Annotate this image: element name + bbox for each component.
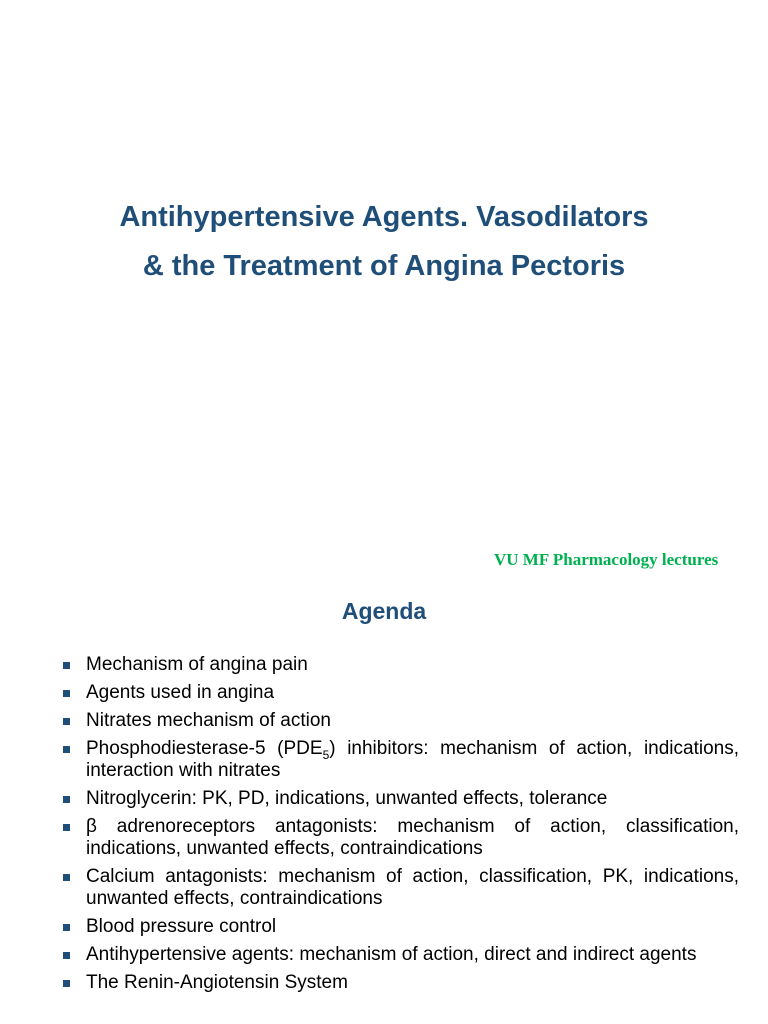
agenda-item (60, 944, 739, 966)
square-bullet-icon (63, 690, 70, 697)
agenda-item-text: Blood pressure control (86, 916, 277, 937)
agenda-item-text: Mechanism of angina pain (86, 654, 308, 675)
lecture-credit: VU MF Pharmacology lectures (494, 550, 719, 569)
agenda-item-text-post: ) inhibitors: mechanism of action, indications, interaction with nitrates (86, 738, 739, 781)
square-bullet-icon (63, 824, 70, 831)
agenda-item (60, 816, 739, 860)
square-bullet-icon (63, 924, 70, 931)
agenda-list (60, 654, 739, 1000)
square-bullet-icon (63, 746, 70, 753)
square-bullet-icon (63, 662, 70, 669)
agenda-item-text: Nitrates mechanism of action (86, 710, 331, 731)
agenda-item (60, 866, 739, 910)
agenda-item-text: Calcium antagonists: mechanism of action, classification, PK, indications, unwanted effects, contraindications (86, 866, 739, 909)
agenda-item (60, 788, 739, 810)
agenda-item (60, 654, 739, 676)
agenda-item-text: β adrenoreceptors antagonists: mechanism of action, classification, indications, unwanted effects, contraindications (86, 816, 739, 859)
square-bullet-icon (63, 952, 70, 959)
agenda-item-text: Antihypertensive agents: mechanism of action, direct and indirect agents (86, 944, 697, 965)
agenda-item (60, 682, 739, 704)
agenda-item (60, 916, 739, 938)
agenda-item-text: Agents used in angina (86, 682, 275, 703)
title-line-1: Antihypertensive Agents. Vasodilators (119, 201, 649, 233)
agenda-item-text: The Renin-Angiotensin System (86, 972, 348, 993)
square-bullet-icon (63, 980, 70, 987)
pde-subscript: 5 (322, 747, 330, 762)
agenda-item-text-pre: Phosphodiesterase-5 (PDE (86, 738, 323, 759)
agenda-item (60, 738, 739, 782)
square-bullet-icon (63, 874, 70, 881)
agenda-item-text: Nitroglycerin: PK, PD, indications, unwanted effects, tolerance (86, 788, 608, 809)
title-line-2: & the Treatment of Angina Pectoris (142, 250, 626, 282)
square-bullet-icon (63, 796, 70, 803)
agenda-item (60, 710, 739, 732)
agenda-item-text (86, 738, 739, 781)
agenda-item (60, 972, 739, 994)
agenda-heading: Agenda (341, 598, 427, 624)
square-bullet-icon (63, 718, 70, 725)
